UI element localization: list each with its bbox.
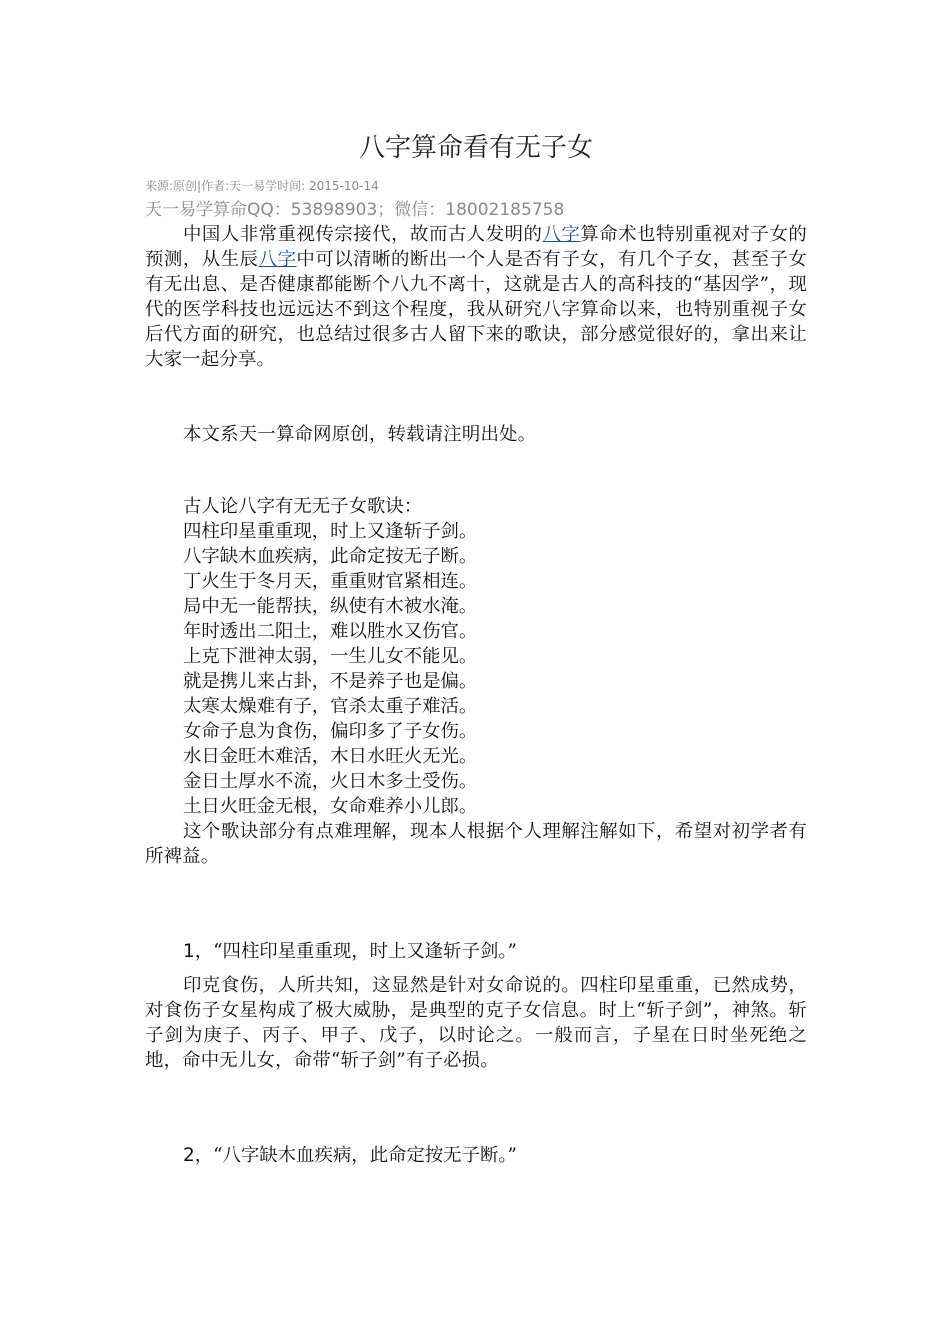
poem-line: 就是携儿来占卦，不是养子也是偏。 xyxy=(183,671,478,692)
poem-line: 太寒太燥难有子，官杀太重子难活。 xyxy=(183,696,478,717)
bazi-link-1[interactable]: 八字 xyxy=(542,224,581,245)
poem-line: 丁火生于冬月天，重重财官紧相连。 xyxy=(183,571,478,592)
poem-line: 局中无一能帮扶，纵使有木被水淹。 xyxy=(183,596,478,617)
contact-info: 天一易学算命QQ：53898903；微信：18002185758 xyxy=(145,200,565,220)
poem-line: 四柱印星重重现，时上又逢斩子剑。 xyxy=(183,521,478,542)
section-heading-text: ，“八字缺木血疾病，此命定按无子断。” xyxy=(194,1145,517,1166)
poem-title: 古人论八字有无无子女歌诀： xyxy=(183,496,423,517)
section-number: 2 xyxy=(183,1145,195,1166)
section-heading-2 xyxy=(145,1143,807,1168)
section-number: 1 xyxy=(183,941,195,962)
section-body-1: 印克食伤，人所共知，这显然是针对女命说的。四柱印星重重，已然成势，对食伤子女星构成了极大威胁，是典型的克子女信息。时上“斩子剑”，神煞。斩子剑为庚子、丙子、甲子、戊子，以时论之。一般而言，子星在日时坐死绝之地，命中无儿女，命带“斩子剑”有子必损。 xyxy=(145,975,807,1071)
poem-line: 八字缺木血疾病，此命定按无子断。 xyxy=(183,546,478,567)
poem-line: 金日土厚水不流，火日木多土受伤。 xyxy=(183,771,478,792)
copyright-notice: 本文系天一算命网原创，转载请注明出处。 xyxy=(183,424,537,445)
article xyxy=(145,128,807,1168)
intro-text-3: 中可以清晰的断出一个人是否有子女，有几个子女，甚至子女有无出息、是否健康都能断个八九不离十，这就是古人的高科技的“基因学”，现代的医学科技也远远达不到这个程度，我从研究八字算命以来，也特别重视子女后代方面的研究，也总结过很多古人留下来的歌诀，部分感觉很好的，拿出来让大家一起分享。 xyxy=(145,249,808,370)
bazi-link-2[interactable]: 八字 xyxy=(258,249,297,270)
explain-paragraph: 这个歌诀部分有点难理解，现本人根据个人理解注解如下，希望对初学者有所裨益。 xyxy=(145,821,807,867)
intro-text-1: 中国人非常重视传宗接代，故而古人发明的 xyxy=(183,224,543,245)
poem-lines xyxy=(145,519,807,819)
intro-paragraph xyxy=(145,222,807,372)
article-meta: 来源:原创|作者:天一易学时间: 2015-10-14 xyxy=(145,179,379,193)
page-title: 八字算命看有无子女 xyxy=(358,133,593,163)
poem-line: 土日火旺金无根，女命难养小儿郎。 xyxy=(183,796,478,817)
poem-line: 上克下泄神太弱，一生儿女不能见。 xyxy=(183,646,478,667)
section-heading-1 xyxy=(145,939,807,964)
poem-line: 年时透出二阳土，难以胜水又伤官。 xyxy=(183,621,478,642)
poem-line: 水日金旺木难活，木日水旺火无光。 xyxy=(183,746,478,767)
section-heading-text: ，“四柱印星重重现，时上又逢斩子剑。” xyxy=(194,941,517,962)
intro-text-2: 算命术也特别重视对子女的预测，从生辰 xyxy=(145,224,807,270)
poem-line: 女命子息为食伤，偏印多了子女伤。 xyxy=(183,721,478,742)
